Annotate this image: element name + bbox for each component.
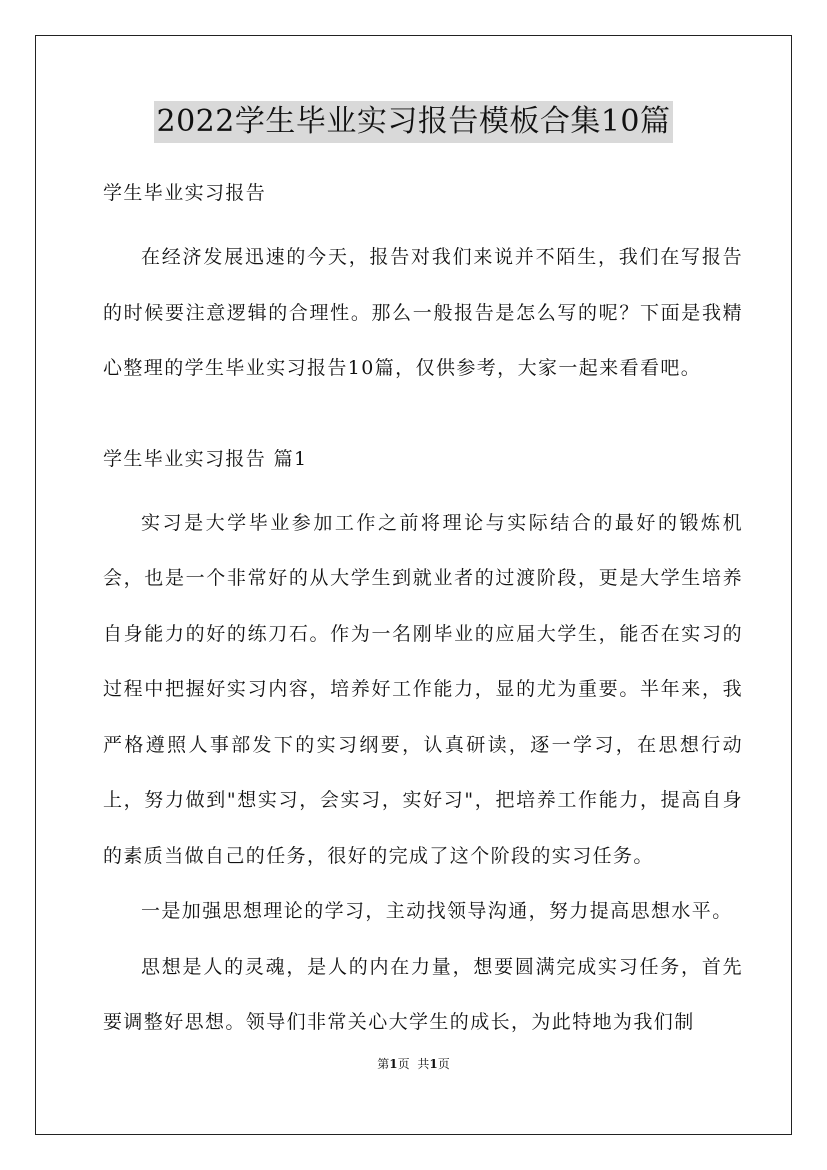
title-container	[0, 101, 827, 143]
page-total: 1	[429, 1057, 438, 1071]
section1-paragraph: 一是加强思想理论的学习，主动找领导沟通，努力提高思想水平。	[141, 900, 733, 922]
page-prefix: 第	[377, 1057, 390, 1071]
spacer	[103, 397, 743, 441]
section1-heading: 学生毕业实习报告 篇1	[103, 447, 308, 470]
page-footer	[0, 1056, 827, 1072]
total-prefix: 共	[417, 1057, 430, 1071]
intro-heading: 学生毕业实习报告	[103, 182, 267, 204]
page-current: 1	[389, 1057, 398, 1071]
section1-paragraph: 思想是人的灵魂，是人的内在力量，想要圆满完成实习任务，首先要调整好思想。领导们非常关心大学生的成长，为此特地为我们制	[103, 955, 743, 1033]
spacer	[103, 211, 743, 230]
section1-paragraph: 实习是大学毕业参加工作之前将理论与实际结合的最好的锻炼机会，也是一个非常好的从大学生到就业者的过渡阶段，更是大学生培养自身能力的好的练刀石。作为一名刚毕业的应届大学生，能否在实习的过程中把握好实习内容，培养好工作能力，显的尤为重要。半年来，我严格遵照人事部发下的实习纲要，认真研读，逐一学习，在思想行动上，努力做到"想实习，会实习，实好习"，把培养工作能力，提高自身的素质当做自己的任务，很好的完成了这个阶段的实习任务。	[103, 511, 743, 867]
intro-paragraph: 在经济发展迅速的今天，报告对我们来说并不陌生，我们在写报告的时候要注意逻辑的合理性。那么一般报告是怎么写的呢？下面是我精心整理的学生毕业实习报告10篇，仅供参考，大家一起来看看吧。	[103, 246, 743, 379]
document-title: 2022学生毕业实习报告模板合集10篇	[154, 101, 672, 143]
page-suffix: 页	[397, 1057, 410, 1071]
total-suffix: 页	[437, 1057, 450, 1071]
document-body	[103, 175, 743, 1051]
spacer	[103, 477, 743, 496]
